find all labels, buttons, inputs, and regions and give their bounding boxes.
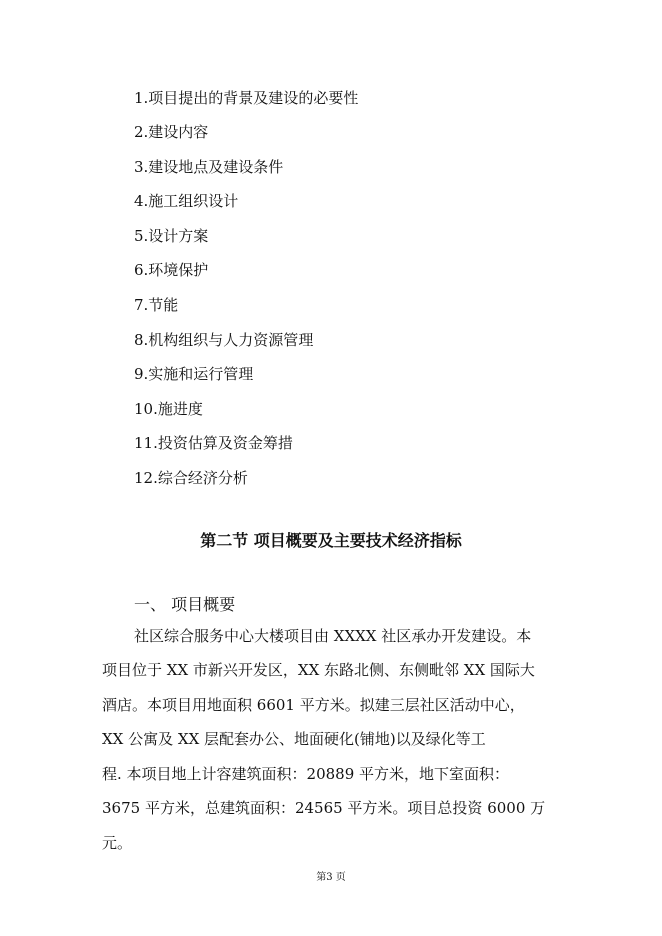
paragraph-line: 酒店。本项目用地面积 6601 平方米。拟建三层社区活动中心， — [102, 696, 525, 714]
toc-item: 4.施工组织设计 — [134, 192, 239, 210]
toc-item: 5.设计方案 — [134, 227, 209, 245]
page-number: 第3 页 — [316, 872, 346, 883]
toc-item: 11.投资估算及资金筹措 — [134, 434, 293, 452]
toc-item: 8.机构组织与人力资源管理 — [134, 331, 314, 349]
paragraph-line: XX 公寓及 XX 层配套办公、地面硬化(铺地)以及绿化等工 — [102, 730, 486, 748]
section-title: 第二节 项目概要及主要技术经济指标 — [200, 531, 462, 550]
toc-item: 12.综合经济分析 — [134, 469, 248, 487]
toc-item: 1.项目提出的背景及建设的必要性 — [134, 89, 359, 107]
paragraph-line: 3675 平方米，总建筑面积：24565 平方米。项目总投资 6000 万 — [102, 799, 546, 817]
paragraph-line: 社区综合服务中心大楼项目由 XXXX 社区承办开发建设。本 — [134, 627, 532, 645]
subsection-title: 一、 项目概要 — [134, 595, 236, 614]
toc-item: 2.建设内容 — [134, 123, 209, 141]
paragraph-line: 元。 — [102, 834, 133, 852]
toc-item: 6.环境保护 — [134, 261, 209, 279]
toc-item: 10.施进度 — [134, 400, 203, 418]
paragraph-line: 程. 本项目地上计容建筑面积：20889 平方米，地下室面积： — [102, 765, 510, 783]
toc-item: 7.节能 — [134, 296, 179, 314]
paragraph-line: 项目位于 XX 市新兴开发区，XX 东路北侧、东侧毗邻 XX 国际大 — [102, 661, 535, 679]
toc-item: 3.建设地点及建设条件 — [134, 158, 284, 176]
toc-item: 9.实施和运行管理 — [134, 365, 254, 383]
